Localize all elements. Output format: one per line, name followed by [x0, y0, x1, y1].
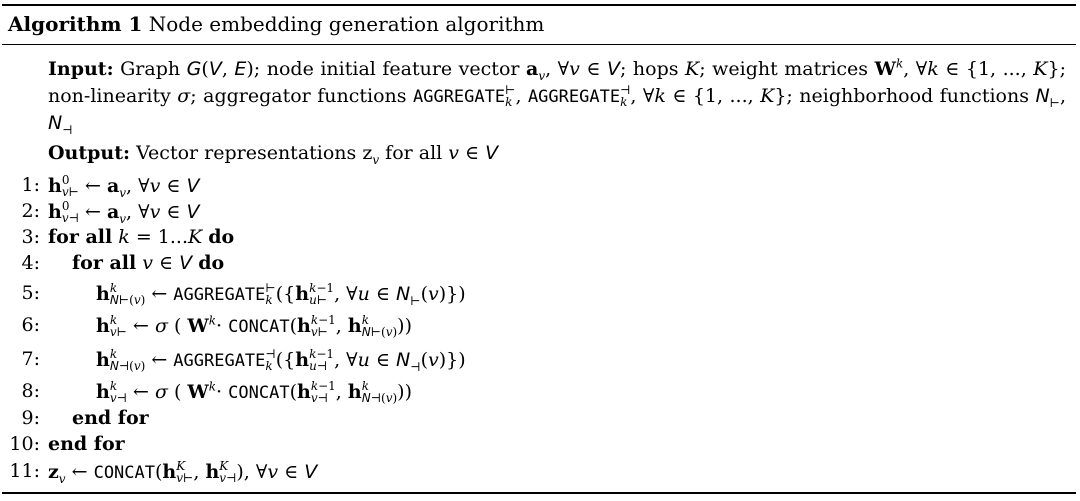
line-number: 6: — [21, 314, 40, 336]
line-number: 11: — [9, 460, 40, 482]
input-block: Input: Graph G(V, E); node initial feature vector $a_v$, ∀v ∈ V; hops K; weight matrices $W^k$, ∀k ∈ {1, ..., K}; non-linearity σ; aggregator functions AGGREGATE ⊢ k , AGGREGATE ⊣ k , ∀k ∈ {1, ..., K}; neighborhood functions $N_⊢$, $N_⊣$ — [48, 56, 1067, 137]
algorithm-caption — [8, 12, 544, 36]
output-tail: for all — [379, 142, 449, 164]
aggregate-func: AGGREGATE — [527, 86, 621, 107]
input-graph: Graph — [120, 58, 181, 80]
line-number: 2: — [21, 200, 40, 222]
line-number: 1: — [21, 174, 40, 196]
keyword-for-all: for all — [72, 252, 137, 274]
algorithm-title: Node embedding generation algorithm — [148, 12, 545, 36]
line-number: 8: — [21, 380, 40, 402]
concat-func: CONCAT — [228, 317, 290, 337]
input-weights: weight matrices — [712, 58, 869, 80]
concat-func: CONCAT — [228, 383, 290, 403]
bottom-rule — [2, 492, 1076, 494]
input-label: Input: — [48, 58, 114, 80]
top-rule — [2, 4, 1076, 6]
line-number: 5: — [21, 282, 40, 304]
aggregate-func: AGGREGATE — [173, 285, 266, 305]
input-feature: node initial feature vector — [266, 58, 520, 80]
algorithm-box: Algorithm 1 Node embedding generation algorithm Input: Graph G(V, E); node initial feature vector $a_v$, ∀v ∈ V; hops K; weight matrices $W^k$, ∀k ∈ {1, ..., K}; non-linearity σ; aggregator functions AGGREGATE ⊢ k , AGGREGATE ⊣ k , ∀k ∈ {1, ..., K}; neighborhood functions $N_⊢$, $N_⊣$ Output: Vector representations $z_v$ for all v ∈ V 1: h 0 v⊢ ← $a_v$, ∀v ∈ V 2: h 0 v⊣ ← $a_v$, ∀v ∈ V 3: for all k = 1...K do 4: for all v ∈ V do 5: h k N⊢(v) ← AGGREGATE ⊢ k ({h k−1 u⊢ , ∀u ∈ $N_⊢(v)$}) 6: h k v⊢ ← σ ( $W^k\cdot$ CONCAT(h k−1 v⊢ , h k N⊢(v) )) 7: h k N⊣(v) ← AGGREGATE ⊣ k ({h k−1 u⊣ , ∀u ∈ $N_⊣(v)$}) 8: h k v⊣ ← σ ( $W^k\cdot$ CONCAT(h k−1 v⊣ , h k N⊣(v) )) 9: end for 10: end for 11: $z_v$ ← CONCAT(h K v⊢ , h K v⊣ ), ∀v ∈ V — [2, 4, 1076, 494]
line-number: 10: — [9, 433, 40, 455]
keyword-do: do — [208, 226, 235, 248]
concat-func: CONCAT — [93, 463, 155, 483]
line-number: 4: — [21, 252, 40, 274]
keyword-end-for: end for — [72, 407, 149, 429]
output-block: Output: Vector representations $z_v$ for all v ∈ V — [48, 142, 499, 167]
keyword-for-all: for all — [48, 226, 113, 248]
line-number: 9: — [21, 407, 40, 429]
output-text: Vector representations z — [136, 142, 373, 164]
input-neighborhood: neighborhood functions — [799, 84, 1029, 107]
input-hops: hops — [632, 58, 679, 80]
output-label: Output: — [48, 142, 131, 164]
keyword-end-for: end for — [48, 433, 125, 455]
keyword-do: do — [198, 252, 225, 274]
input-nonlinearity: non-linearity — [48, 84, 171, 107]
line-number: 3: — [21, 226, 40, 248]
aggregate-func: AGGREGATE — [173, 351, 266, 371]
line-number: 7: — [21, 348, 40, 370]
aggregate-func: AGGREGATE — [412, 86, 506, 107]
algorithm-label: Algorithm 1 — [8, 12, 143, 36]
input-aggregators: aggregator functions — [203, 84, 407, 107]
caption-rule — [2, 44, 1076, 45]
